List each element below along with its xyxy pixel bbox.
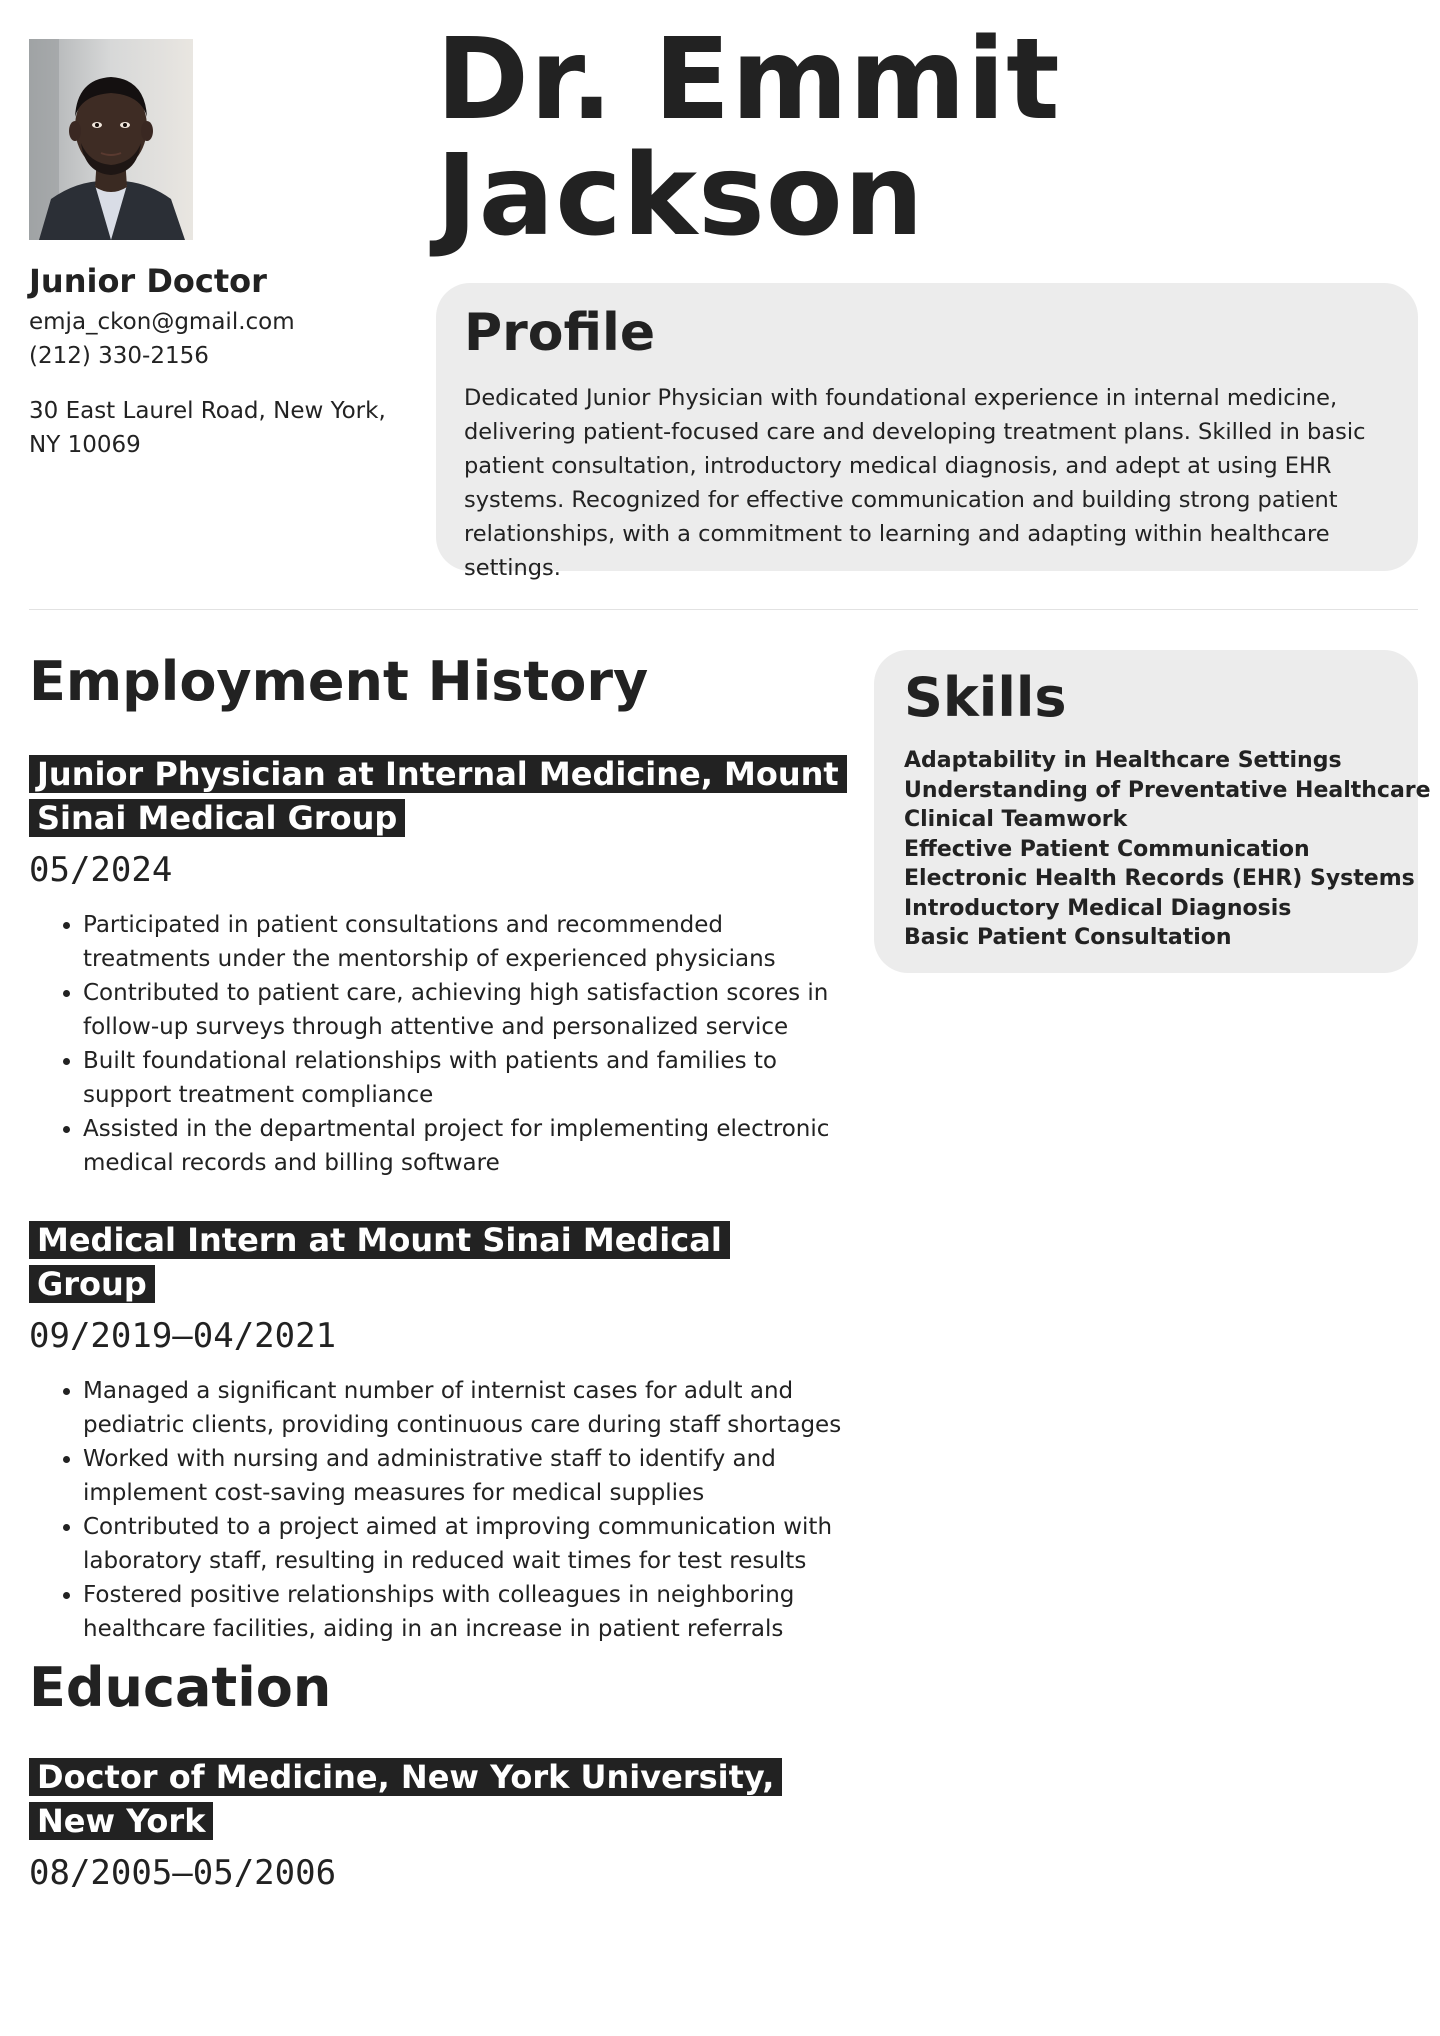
entry-title <box>29 1755 809 1843</box>
job-title: Junior Doctor <box>29 262 267 300</box>
entry-dates: 09/2019—04/2021 <box>29 1316 337 1356</box>
entry-dates: 05/2024 <box>29 850 173 890</box>
skill-item: Adaptability in Healthcare Settings <box>904 748 1342 773</box>
name-line-1: Dr. Emmit <box>436 15 1061 145</box>
education-entry <box>29 1755 809 1895</box>
list-item: • Worked with nursing and administrative staff to identify and implement cost-saving measures for medical supplies <box>83 1442 849 1510</box>
employment-heading: Employment History <box>29 650 649 713</box>
email-text: emja_ckon@gmail.com <box>29 309 295 335</box>
skills-section <box>874 650 1431 973</box>
employment-entry <box>29 1218 849 1646</box>
skill-item: Clinical Teamwork <box>904 807 1128 832</box>
list-item: • Contributed to patient care, achieving high satisfaction scores in follow-up surveys through attentive and personalized service <box>83 976 849 1044</box>
entry-title-text: Doctor of Medicine, New York University, New York <box>29 1758 782 1840</box>
entry-title <box>29 752 849 840</box>
contact-info <box>29 305 295 373</box>
entry-title <box>29 1218 849 1306</box>
skill-item: Electronic Health Records (EHR) Systems <box>904 866 1415 891</box>
profile-section <box>436 283 1418 581</box>
profile-text: Dedicated Junior Physician with foundational experience in internal medicine, delivering patient-focused care and developing treatment plans. Skilled in basic patient consultation, introductory medical diagnosis, and adept at using EHR systems. Recognized for effective communication and building strong patient relationships, with a commitment to learning and adapting within healthcare settings. <box>464 385 1366 581</box>
skill-item: Basic Patient Consultation <box>904 925 1232 950</box>
skill-item: Understanding of Preventative Healthcare <box>904 777 1431 803</box>
list-item: • Built foundational relationships with patients and families to support treatment compliance <box>83 1044 849 1112</box>
profile-photo <box>29 39 193 240</box>
portrait-image <box>29 39 193 240</box>
list-item: • Fostered positive relationships with colleagues in neighboring healthcare facilities, aiding in an increase in patient referrals <box>83 1578 849 1646</box>
entry-title-text: Junior Physician at Internal Medicine, Mount Sinai Medical Group <box>29 755 847 837</box>
name-line-2: Jackson <box>436 131 925 261</box>
phone-text: (212) 330-2156 <box>29 343 209 369</box>
skill-item: Introductory Medical Diagnosis <box>904 895 1292 921</box>
entry-dates: 08/2005—05/2006 <box>29 1853 337 1893</box>
entry-bullets <box>29 908 849 1180</box>
candidate-name <box>436 15 1061 261</box>
skill-item: Effective Patient Communication <box>904 836 1310 862</box>
skills-heading: Skills <box>904 666 1067 729</box>
list-item: • Assisted in the departmental project for implementing electronic medical records and billing software <box>83 1112 849 1180</box>
skills-list <box>904 746 1431 953</box>
section-divider <box>29 609 1418 610</box>
address-text: 30 East Laurel Road, New York, NY 10069 <box>29 398 386 458</box>
list-item: • Contributed to a project aimed at improving communication with laboratory staff, resulting in reduced wait times for test results <box>83 1510 849 1578</box>
employment-entry <box>29 752 849 1180</box>
entry-title-text: Medical Intern at Mount Sinai Medical Group <box>29 1221 730 1303</box>
profile-heading: Profile <box>464 303 656 363</box>
list-item: • Managed a significant number of internist cases for adult and pediatric clients, providing continuous care during staff shortages <box>83 1374 849 1442</box>
entry-bullets <box>29 1374 849 1646</box>
list-item: • Participated in patient consultations and recommended treatments under the mentorship of experienced physicians <box>83 908 849 976</box>
education-heading: Education <box>29 1656 332 1719</box>
